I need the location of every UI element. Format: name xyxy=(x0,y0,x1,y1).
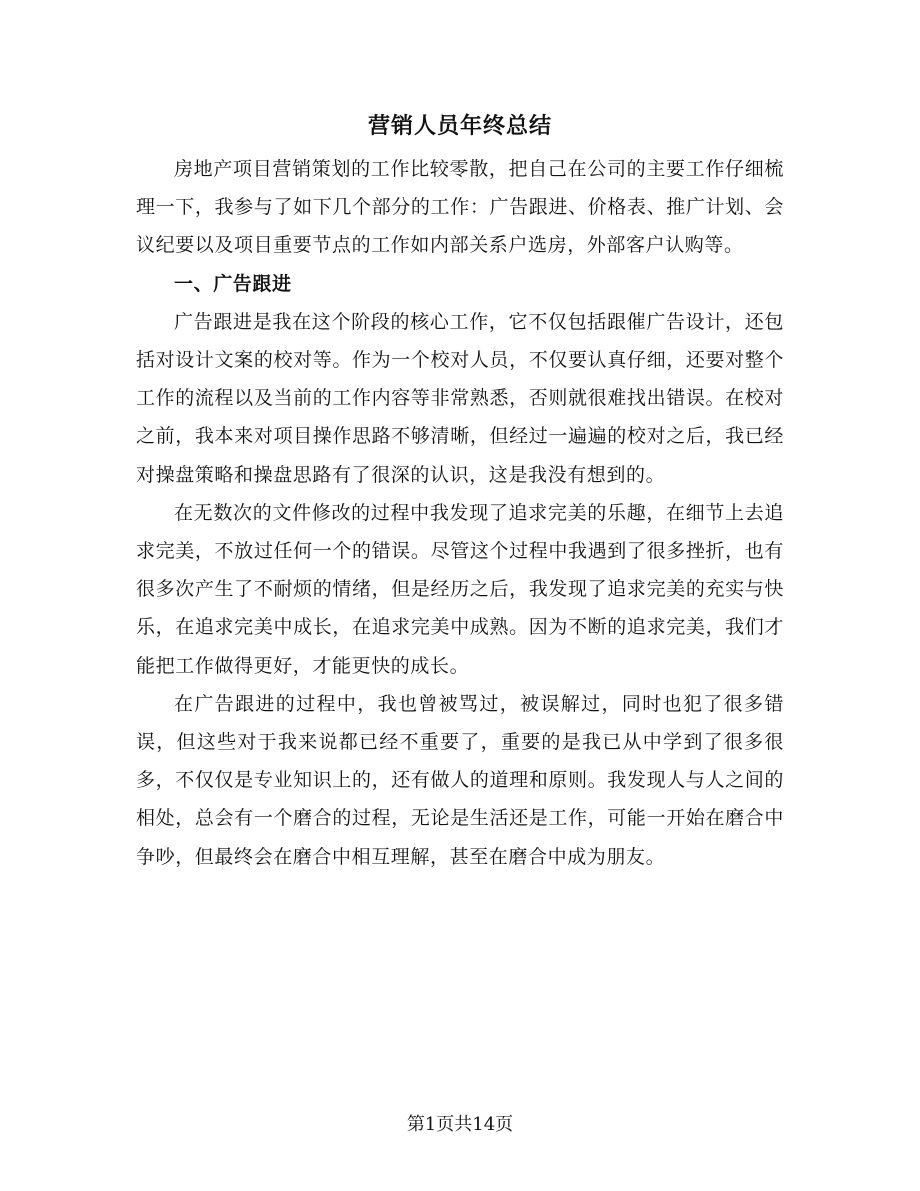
page-number-footer: 第1页共14页 xyxy=(406,1114,514,1135)
section-heading-ad-follow-up: 一、广告跟进 xyxy=(174,272,292,295)
body-paragraph-1: 广告跟进是我在这个阶段的核心工作，它不仅包括跟催广告设计，还包括对设计文案的校对等。作为一个校对人员，不仅要认真仔细，还要对整个工作的流程以及当前的工作内容等非常熟悉，否则就很难找出错误。在校对之前，我本来对项目操作思路不够清晰，但经过一遍遍的校对之后，我已经对操盘策略和操盘思路有了很深的认识，这是我没有想到的。 xyxy=(136,310,784,486)
document-title: 营销人员年终总结 xyxy=(367,113,552,139)
intro-paragraph: 房地产项目营销策划的工作比较零散，把自己在公司的主要工作仔细梳理一下，我参与了如下几个部分的工作：广告跟进、价格表、推广计划、会议纪要以及项目重要节点的工作如内部关系户选房，外部客户认购等。 xyxy=(136,158,784,257)
document-body xyxy=(136,150,784,876)
body-paragraph-3: 在广告跟进的过程中，我也曾被骂过，被误解过，同时也犯了很多错误，但这些对于我来说都已经不重要了，重要的是我已从中学到了很多很多，不仅仅是专业知识上的，还有做人的道理和原则。我发现人与人之间的相处，总会有一个磨合的过程，无论是生活还是工作，可能一开始在磨合中争吵，但最终会在磨合中相互理解，甚至在磨合中成为朋友。 xyxy=(136,692,784,868)
body-paragraph-2: 在无数次的文件修改的过程中我发现了追求完美的乐趣，在细节上去追求完美，不放过任何一个的错误。尽管这个过程中我遇到了很多挫折，也有很多次产生了不耐烦的情绪，但是经历之后，我发现了追求完美的充实与快乐，在追求完美中成长，在追求完美中成熟。因为不断的追求完美，我们才能把工作做得更好，才能更快的成长。 xyxy=(136,501,784,677)
